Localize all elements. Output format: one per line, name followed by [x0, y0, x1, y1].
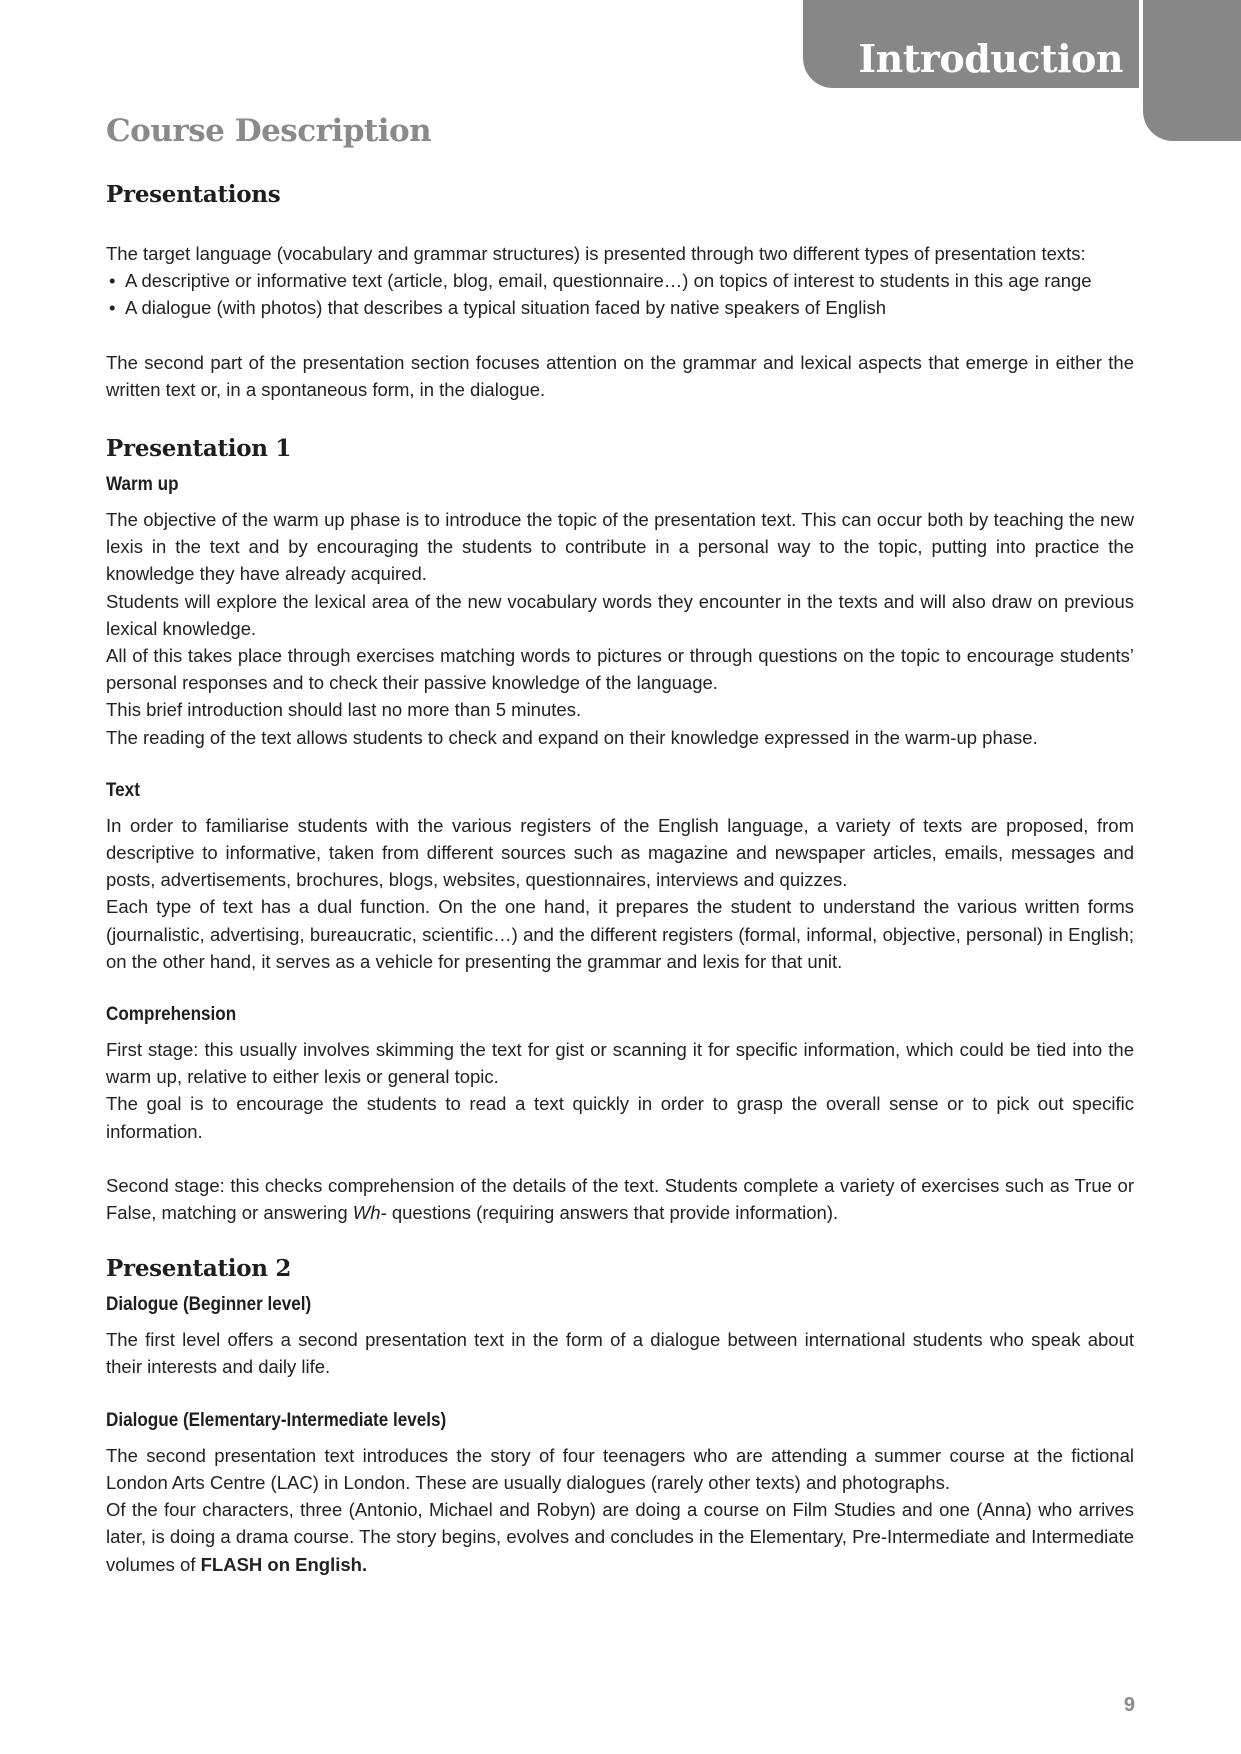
warm-up-heading: Warm up	[106, 474, 179, 496]
presentation2-heading: Presentation 2	[106, 1255, 292, 1283]
presentations-heading: Presentations	[106, 181, 281, 208]
presentations-bullet-list	[106, 267, 1134, 321]
corner-tab	[1143, 0, 1241, 141]
warm-up-paragraph: All of this takes place through exercises matching words to pictures or through questions on the topic to encourage students’ personal responses and to check their passive knowledge of the language.	[106, 645, 1134, 694]
dialogue-elementary-heading: Dialogue (Elementary-Intermediate levels)	[106, 1409, 447, 1431]
text-paragraph: In order to familiarise students with the various registers of the English language, a variety of texts are proposed, from descriptive to informative, taken from different sources such as magazine and newspaper articles, emails, messages and posts, advertisements, brochures, blogs, websites, questionnaires, interviews and quizzes.	[106, 814, 1134, 891]
dialogue-elementary-paragraph-2	[106, 1496, 1134, 1578]
second-stage-text-end: questions (requiring answers that provide information).	[386, 1202, 839, 1224]
bullet-item: • A dialogue (with photos) that describes a typical situation faced by native speakers of English	[106, 294, 1134, 321]
presentations-second-part: The second part of the presentation section focuses attention on the grammar and lexical aspects that emerge in either the written text or, in a spontaneous form, in the dialogue.	[106, 351, 1134, 400]
warm-up-paragraph: Students will explore the lexical area of the new vocabulary words they encounter in the texts and will also draw on previous lexical knowledge.	[106, 590, 1134, 639]
dialogue-beginner-paragraph: The first level offers a second presentation text in the form of a dialogue between international students who speak about their interests and daily life.	[106, 1329, 1134, 1378]
warm-up-paragraph: This brief introduction should last no more than 5 minutes.	[106, 699, 582, 721]
text-heading: Text	[106, 779, 140, 801]
page-content	[106, 113, 1134, 1578]
presentations-intro: The target language (vocabulary and grammar structures) is presented through two different types of presentation texts:	[106, 243, 1086, 264]
comprehension-second-stage	[106, 1172, 1134, 1226]
dialogue-elementary-paragraph: The second presentation text introduces the story of four teenagers who are attending a summer course at the fictional London Arts Centre (LAC) in London. These are usually dialogues (rarely other texts) and photographs.	[106, 1444, 1134, 1493]
second-stage-italic: Wh-	[352, 1202, 387, 1224]
dialogue-beginner-heading: Dialogue (Beginner level)	[106, 1294, 312, 1316]
comprehension-heading: Comprehension	[106, 1004, 237, 1026]
second-stage-text: Second stage: this checks comprehension of the details of the text. Students complete a variety of exercises such as True or False, matching or answering	[106, 1174, 1134, 1224]
bullet-item: • A descriptive or informative text (article, blog, email, questionnaire…) on topics of interest to students in this age range	[106, 267, 1134, 294]
dialogue-elementary-text: Of the four characters, three (Antonio, Michael and Robyn) are doing a course on Film Studies and one (Anna) who arrives later, is doing a drama course. The story begins, evolves and concludes in the Elementary, Pre-Intermediate and Intermediate volumes of	[106, 1499, 1134, 1575]
comprehension-paragraph: The goal is to encourage the students to read a text quickly in order to grasp the overall sense or to pick out specific information.	[106, 1093, 1134, 1142]
book-title: FLASH on English.	[200, 1553, 368, 1575]
page-number: 9	[1123, 1694, 1135, 1716]
text-paragraph: Each type of text has a dual function. On the one hand, it prepares the student to understand the various written forms (journalistic, advertising, bureaucratic, scientific…) and the different registers (formal, informal, objective, personal) in English; on the other hand, it serves as a vehicle for presenting the grammar and lexis for that unit.	[106, 896, 1134, 972]
warm-up-paragraph: The objective of the warm up phase is to introduce the topic of the presentation text. This can occur both by teaching the new lexis in the text and by encouraging the students to contribute in a personal way to the topic, putting into practice the knowledge they have already acquired.	[106, 509, 1134, 585]
comprehension-paragraph: First stage: this usually involves skimming the text for gist or scanning it for specific information, which could be tied into the warm up, relative to either lexis or general topic.	[106, 1039, 1134, 1088]
presentation1-heading: Presentation 1	[106, 435, 292, 463]
section-title: Course Description	[106, 113, 432, 149]
header-tab	[803, 0, 1139, 88]
warm-up-paragraph: The reading of the text allows students to check and expand on their knowledge expressed in the warm-up phase.	[106, 726, 1038, 748]
header-title: Introduction	[858, 36, 1123, 81]
